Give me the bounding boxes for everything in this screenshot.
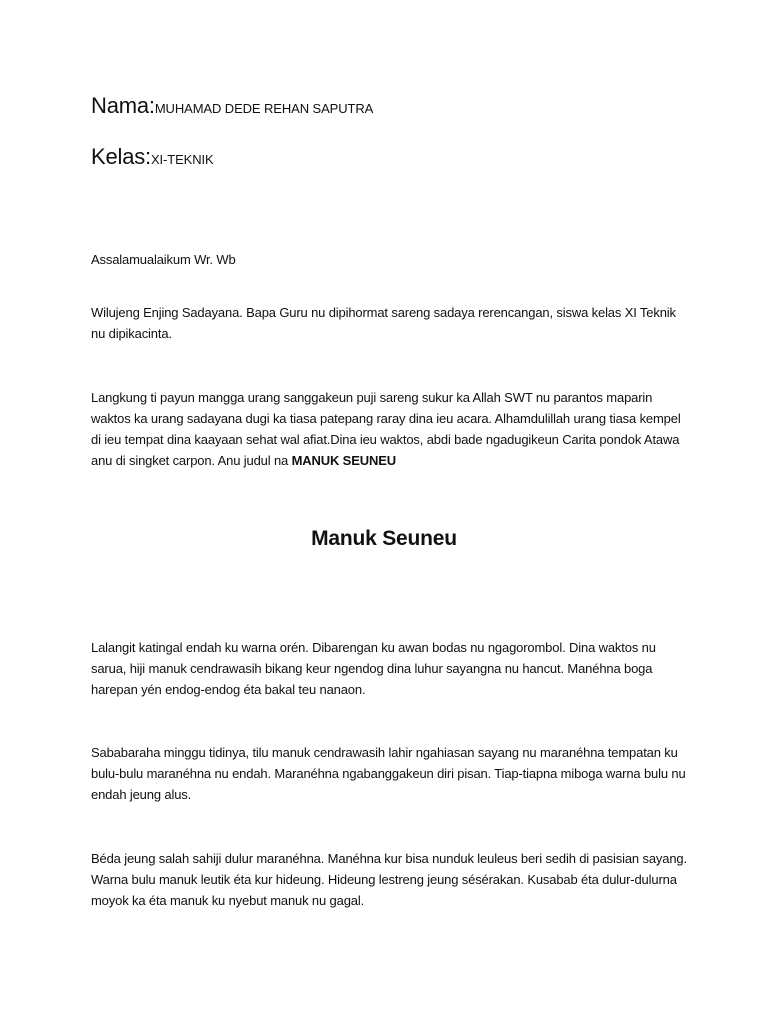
kelas-value: XI-TEKNIK — [150, 152, 214, 167]
nama-value: MUHAMAD DEDE REHAN SAPUTRA — [154, 101, 374, 116]
intro-paragraph — [91, 387, 691, 471]
greeting-text: Assalamualaikum Wr. Wb — [91, 252, 236, 267]
story-title: Manuk Seuneu — [311, 527, 457, 550]
nama-line — [91, 93, 373, 119]
nama-label: Nama: — [91, 93, 155, 118]
kelas-line — [91, 144, 214, 170]
intro-text: Langkung ti payun mangga urang sanggakeun puji sareng sukur ka Allah SWT nu parantos maparin waktos ka urang sadayana dugi ka tiasa patepang raray dina ieu acara. Alhamdulillah urang tiasa kempel di ieu tempat dina kaayaan sehat wal afiat.Dina ieu waktos, abdi bade ngadugikeun Carita pondok Atawa anu di singket carpon. Anu judul na — [91, 390, 681, 468]
story-paragraph: Béda jeung salah sahiji dulur maranéhna. Manéhna kur bisa nunduk leuleus beri sedih di pasisian sayang. Warna bulu manuk leutik éta kur hideung. Hideung lestreng jeung sésérakan. Kusabab éta dulur-dulurna moyok ka éta manuk ku nyebut manuk nu gagal. — [91, 851, 687, 908]
story-paragraph: Sababaraha minggu tidinya, tilu manuk cendrawasih lahir ngahiasan sayang nu maranéhna tempatan ku bulu-bulu maranéhna nu endah. Maranéhna ngabanggakeun diri pisan. Tiap-tiapna miboga warna bulu nu endah jeung alus. — [91, 745, 686, 802]
intro-story-title: MANUK SEUNEU — [291, 453, 396, 468]
story-paragraph: Lalangit katingal endah ku warna orén. Dibarengan ku awan bodas nu ngagorombol. Dina waktos nu sarua, hiji manuk cendrawasih bikang keur ngendog dina luhur sayangna nu hancut. Manéhna boga harepan yén endog-endog éta bakal teu nanaon. — [91, 640, 656, 697]
opening-paragraph: Wilujeng Enjing Sadayana. Bapa Guru nu dipihormat sareng sadaya rerencangan, siswa kelas XI Teknik nu dipikacinta. — [91, 305, 676, 341]
kelas-label: Kelas: — [91, 144, 151, 169]
